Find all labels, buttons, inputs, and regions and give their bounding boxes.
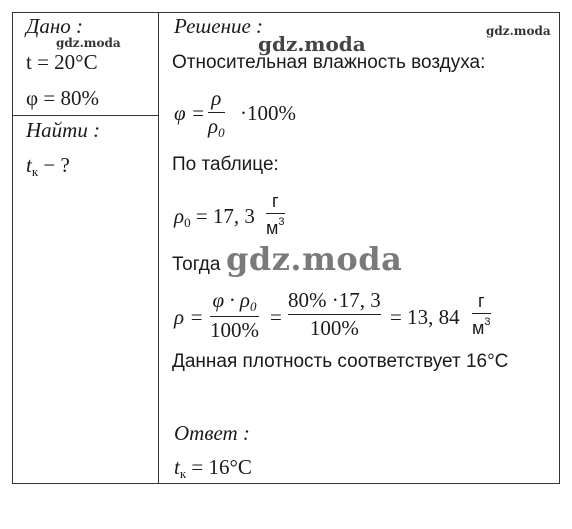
calc-lhs: ρ = (174, 305, 204, 329)
find-target: $t_к$ − ? (26, 153, 70, 179)
solution-heading: Решение : (174, 14, 264, 38)
formula1-fraction: ρ $\rho_0$ (208, 86, 225, 140)
rho0-unit: г $м^3$ (266, 191, 285, 238)
solution-line-3: Данная плотность соответствует 16°C (172, 351, 509, 372)
solution-then: Тогда (172, 254, 221, 275)
calc-equals: = (270, 305, 282, 329)
calc-unit: г $м^3$ (472, 291, 491, 338)
given-temperature: t = 20°C (26, 50, 98, 74)
given-heading: Дано : (26, 14, 84, 38)
answer-value: $t_к = 16^\circ C$ (174, 455, 252, 481)
rho0-value: $\rho_0 = 17$, 3 (174, 204, 255, 230)
calc-result: = 13, 84 (390, 305, 460, 329)
find-heading: Найти : (26, 118, 101, 142)
watermark-mid: gdz.moda (258, 32, 366, 56)
solution-line-1: Относительная влажность воздуха: (172, 52, 486, 73)
given-find-divider (12, 115, 159, 116)
watermark-big: gdz.moda (226, 240, 403, 278)
watermark-small-right: gdz.moda (486, 24, 551, 38)
formula1-lhs: φ = (174, 101, 206, 125)
calc-fraction-1: $\varphi \cdot \rho_0$ 100% (210, 288, 259, 342)
solution-line-2: По таблице: (172, 154, 279, 175)
watermark-small-left: gdz.moda (56, 36, 121, 50)
column-divider (158, 12, 159, 484)
formula1-tail: ·100% (240, 101, 296, 125)
given-humidity: φ = 80% (26, 86, 99, 110)
calc-fraction-2: 80% ·17, 3 100% (288, 288, 381, 340)
answer-heading: Ответ : (174, 421, 250, 445)
